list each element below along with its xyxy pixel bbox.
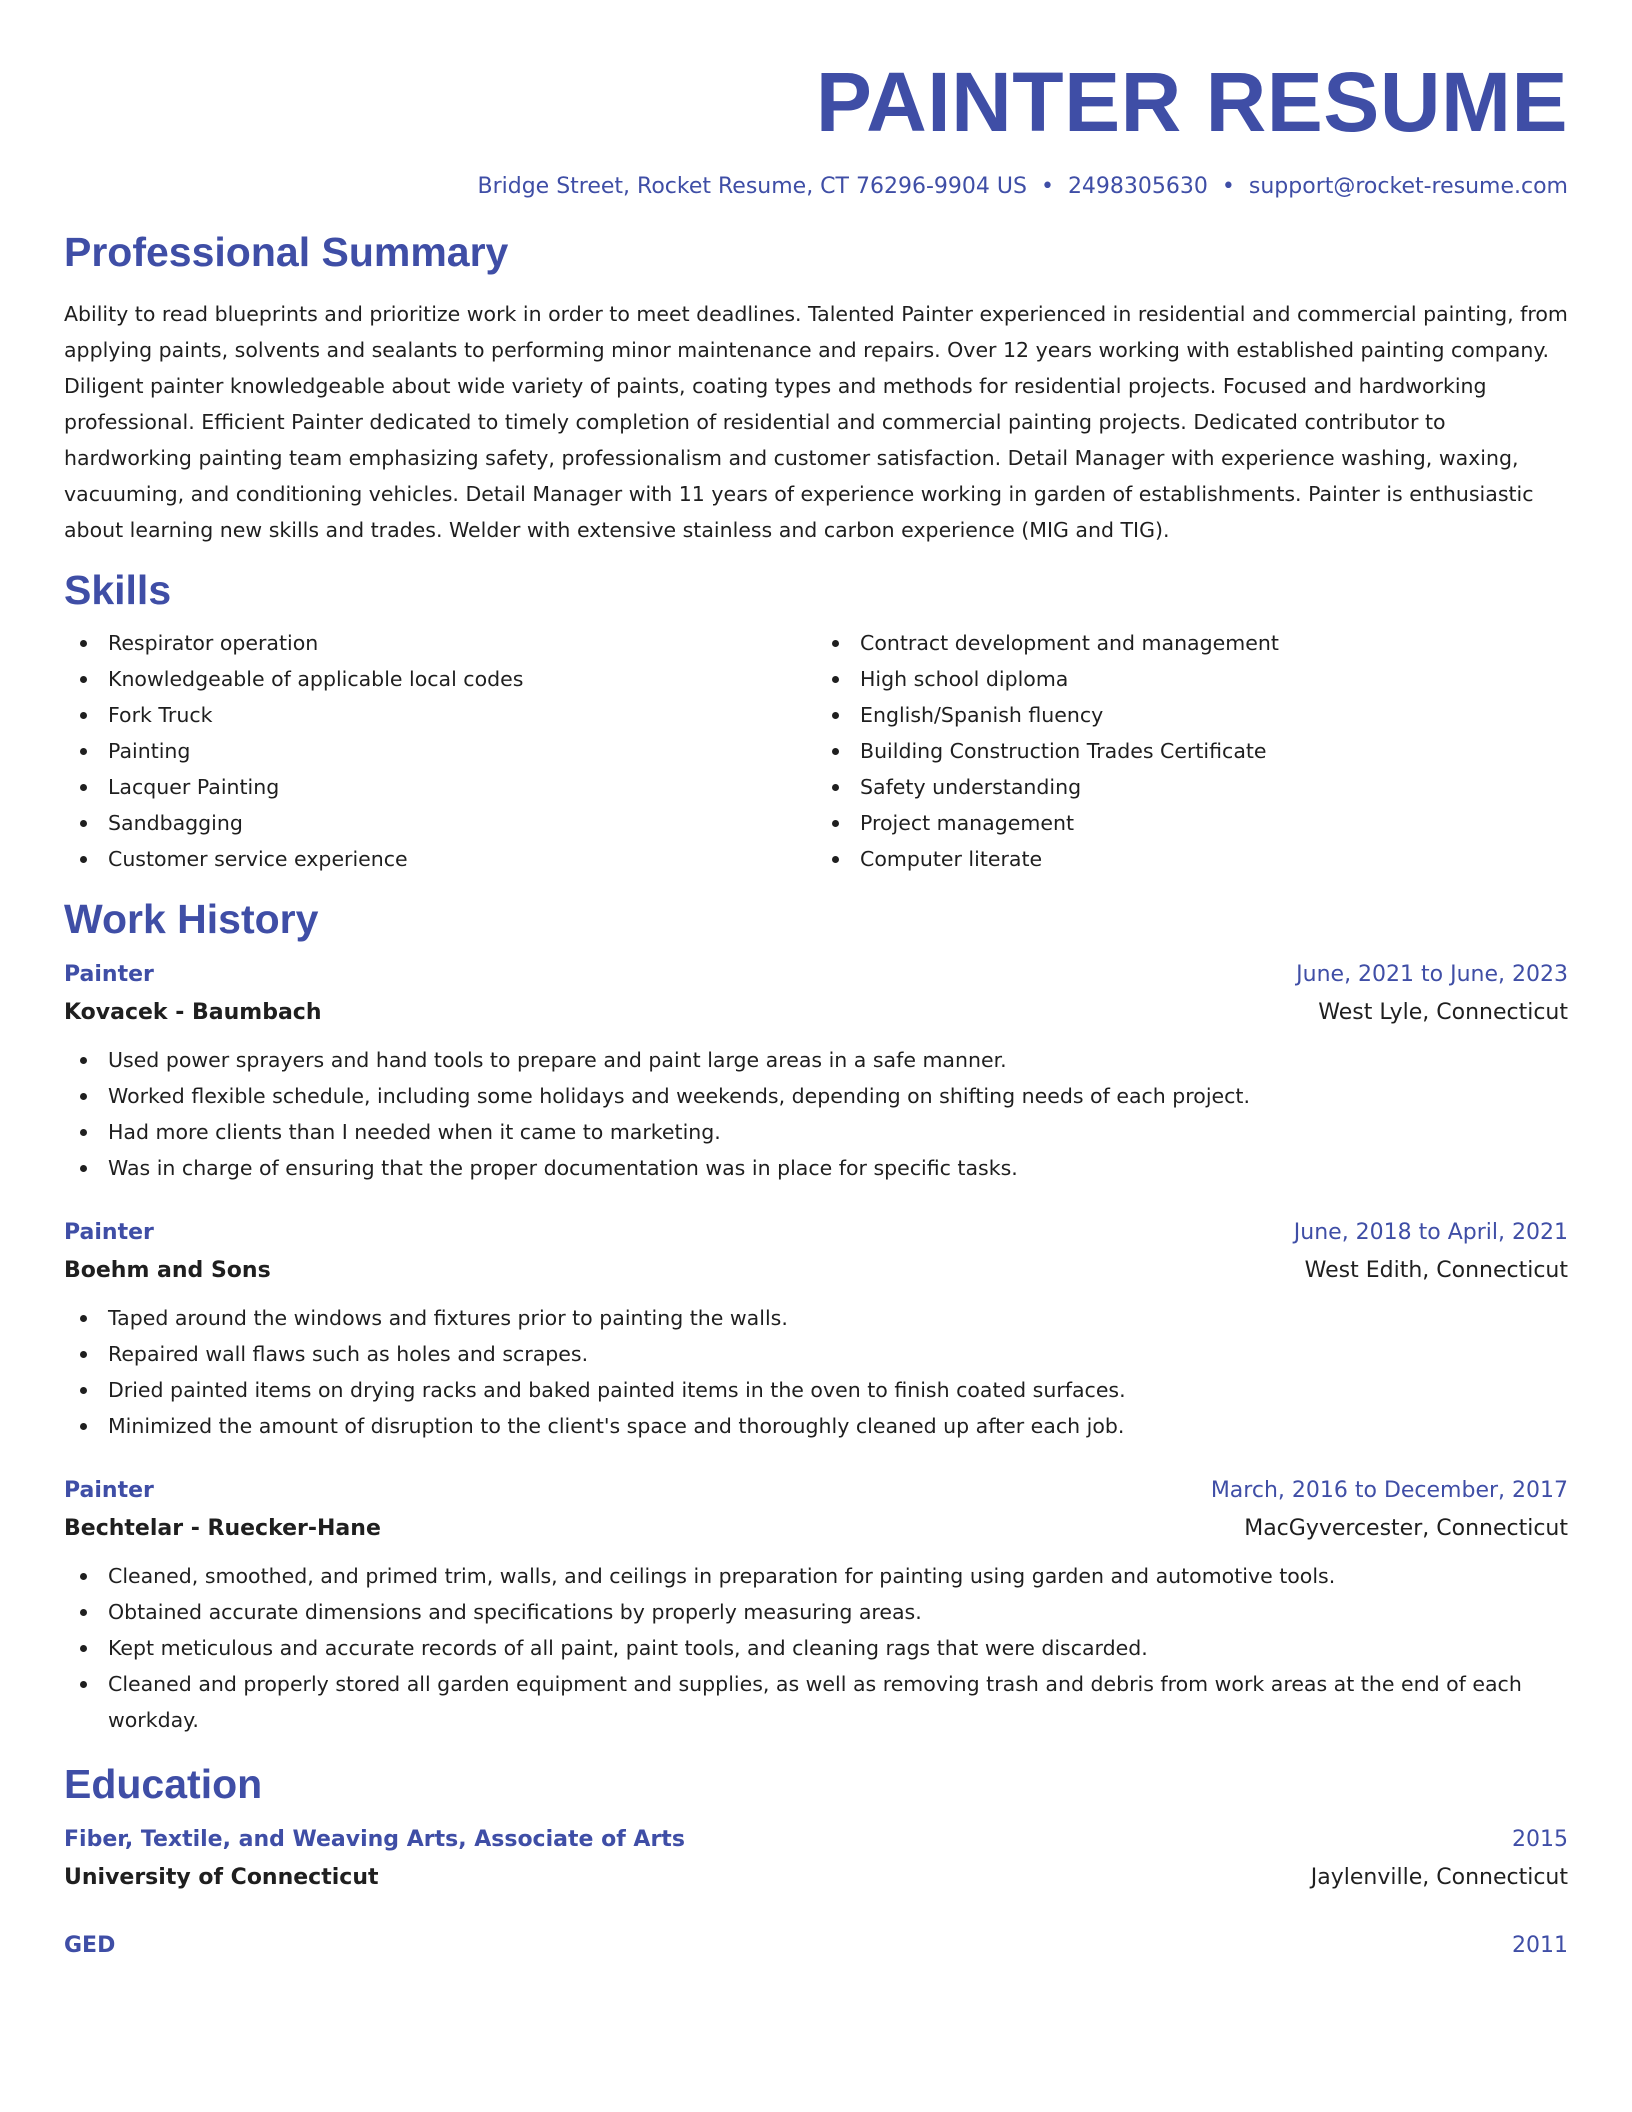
contact-line: [64, 174, 1568, 200]
skills-grid: [64, 625, 1568, 877]
skills-section: [64, 566, 1568, 877]
job-header: [64, 1214, 1568, 1252]
job-employer: Kovacek - Baumbach: [64, 999, 322, 1025]
job-dates: June, 2021 to June, 2023: [1296, 961, 1568, 987]
job-bullet: Dried painted items on drying racks and baked painted items in the oven to finish coated surfaces.: [64, 1372, 1568, 1408]
contact-separator: •: [1040, 174, 1054, 199]
education-year: 2015: [1512, 1827, 1568, 1853]
skill-item: High school diploma: [816, 661, 1568, 697]
education-location: Jaylenville, Connecticut: [1310, 1865, 1568, 1891]
job-bullet: Taped around the windows and fixtures prior to painting the walls.: [64, 1300, 1568, 1336]
job-bullet: Had more clients than I needed when it came to marketing.: [64, 1114, 1568, 1150]
work-history-section: [64, 895, 1568, 1738]
job-entry: [64, 1472, 1568, 1738]
job-bullet: Kept meticulous and accurate records of all paint, paint tools, and cleaning rags that were discarded.: [64, 1630, 1568, 1666]
skill-item: Respirator operation: [64, 625, 816, 661]
job-subheader: [64, 1510, 1568, 1548]
job-bullet: Cleaned, smoothed, and primed trim, walls, and ceilings in preparation for painting using garden and automotive tools.: [64, 1558, 1568, 1594]
job-bullets: [64, 1042, 1568, 1186]
skills-column-right: [816, 625, 1568, 877]
job-location: West Edith, Connecticut: [1304, 1257, 1568, 1283]
job-location: MacGyvercester, Connecticut: [1244, 1515, 1568, 1541]
skill-item: English/Spanish fluency: [816, 697, 1568, 733]
skill-item: Fork Truck: [64, 697, 816, 733]
skill-item: Customer service experience: [64, 841, 816, 877]
job-bullet: Was in charge of ensuring that the proper documentation was in place for specific tasks.: [64, 1150, 1568, 1186]
job-bullet: Used power sprayers and hand tools to prepare and paint large areas in a safe manner.: [64, 1042, 1568, 1078]
education-section: [64, 1760, 1568, 1965]
job-entry: [64, 1214, 1568, 1444]
education-header: [64, 1927, 1568, 1965]
education-subheader: [64, 1859, 1568, 1897]
skill-item: Lacquer Painting: [64, 769, 816, 805]
education-year: 2011: [1512, 1933, 1568, 1959]
summary-heading: Professional Summary: [64, 229, 509, 276]
job-header: [64, 956, 1568, 994]
education-heading: Education: [64, 1760, 263, 1807]
skill-item: Safety understanding: [816, 769, 1568, 805]
job-header: [64, 1472, 1568, 1510]
job-bullet: Worked flexible schedule, including some holidays and weekends, depending on shifting needs of each project.: [64, 1078, 1568, 1114]
job-bullet: Minimized the amount of disruption to the client's space and thoroughly cleaned up after each job.: [64, 1408, 1568, 1444]
job-title: Painter: [64, 1477, 154, 1503]
summary-text: Ability to read blueprints and prioritize work in order to meet deadlines. Talented Painter experienced in residential and commercial painting, from applying paints, solvents and sealants to performing minor maintenance and repairs. Over 12 years working with established painting company. Diligent painter knowledgeable about wide variety of paints, coating types and methods for residential projects. Focused and hardworking professional. Efficient Painter dedicated to timely completion of residential and commercial painting projects. Dedicated contributor to hardworking painting team emphasizing safety, professionalism and customer satisfaction. Detail Manager with experience washing, waxing, vacuuming, and conditioning vehicles. Detail Manager with 11 years of experience working in garden of establishments. Painter is enthusiastic about learning new skills and trades. Welder with extensive stainless and carbon experience (MIG and TIG).: [64, 301, 1568, 542]
skill-item: Knowledgeable of applicable local codes: [64, 661, 816, 697]
education-entry: [64, 1927, 1568, 1965]
skill-item: Contract development and management: [816, 625, 1568, 661]
skill-item: Computer literate: [816, 841, 1568, 877]
job-dates: March, 2016 to December, 2017: [1210, 1477, 1568, 1503]
skill-item: Painting: [64, 733, 816, 769]
job-dates: June, 2018 to April, 2021: [1293, 1219, 1568, 1245]
job-subheader: [64, 994, 1568, 1032]
job-bullet: Repaired wall flaws such as holes and scrapes.: [64, 1336, 1568, 1372]
job-entry: [64, 956, 1568, 1186]
job-bullets: [64, 1558, 1568, 1738]
summary-section: [64, 228, 1568, 547]
job-employer: Bechtelar - Ruecker-Hane: [64, 1515, 381, 1541]
skills-heading: Skills: [64, 566, 172, 613]
work-history-heading: Work History: [64, 895, 319, 942]
resume-page: [64, 0, 1568, 2112]
education-degree: Fiber, Textile, and Weaving Arts, Associate of Arts: [64, 1827, 685, 1853]
skill-item: Sandbagging: [64, 805, 816, 841]
contact-separator: •: [1221, 174, 1235, 199]
skills-column-left: [64, 625, 816, 877]
education-header: [64, 1821, 1568, 1859]
job-employer: Boehm and Sons: [64, 1257, 271, 1283]
contact-phone: 2498305630: [1067, 174, 1208, 199]
resume-title: PAINTER RESUME: [815, 55, 1568, 149]
job-bullet: Cleaned and properly stored all garden equipment and supplies, as well as removing trash and debris from work areas at the end of each workday.: [64, 1666, 1568, 1738]
job-bullet: Obtained accurate dimensions and specifications by properly measuring areas.: [64, 1594, 1568, 1630]
job-bullets: [64, 1300, 1568, 1444]
education-entry: [64, 1821, 1568, 1897]
skill-item: Building Construction Trades Certificate: [816, 733, 1568, 769]
job-location: West Lyle, Connecticut: [1318, 999, 1568, 1025]
contact-address: Bridge Street, Rocket Resume, CT 76296-9904 US: [477, 174, 1027, 199]
skill-item: Project management: [816, 805, 1568, 841]
job-title: Painter: [64, 1219, 154, 1245]
contact-email: support@rocket-resume.com: [1248, 174, 1568, 199]
job-title: Painter: [64, 961, 154, 987]
education-school: University of Connecticut: [64, 1865, 379, 1891]
job-subheader: [64, 1252, 1568, 1290]
education-degree: GED: [64, 1933, 116, 1959]
